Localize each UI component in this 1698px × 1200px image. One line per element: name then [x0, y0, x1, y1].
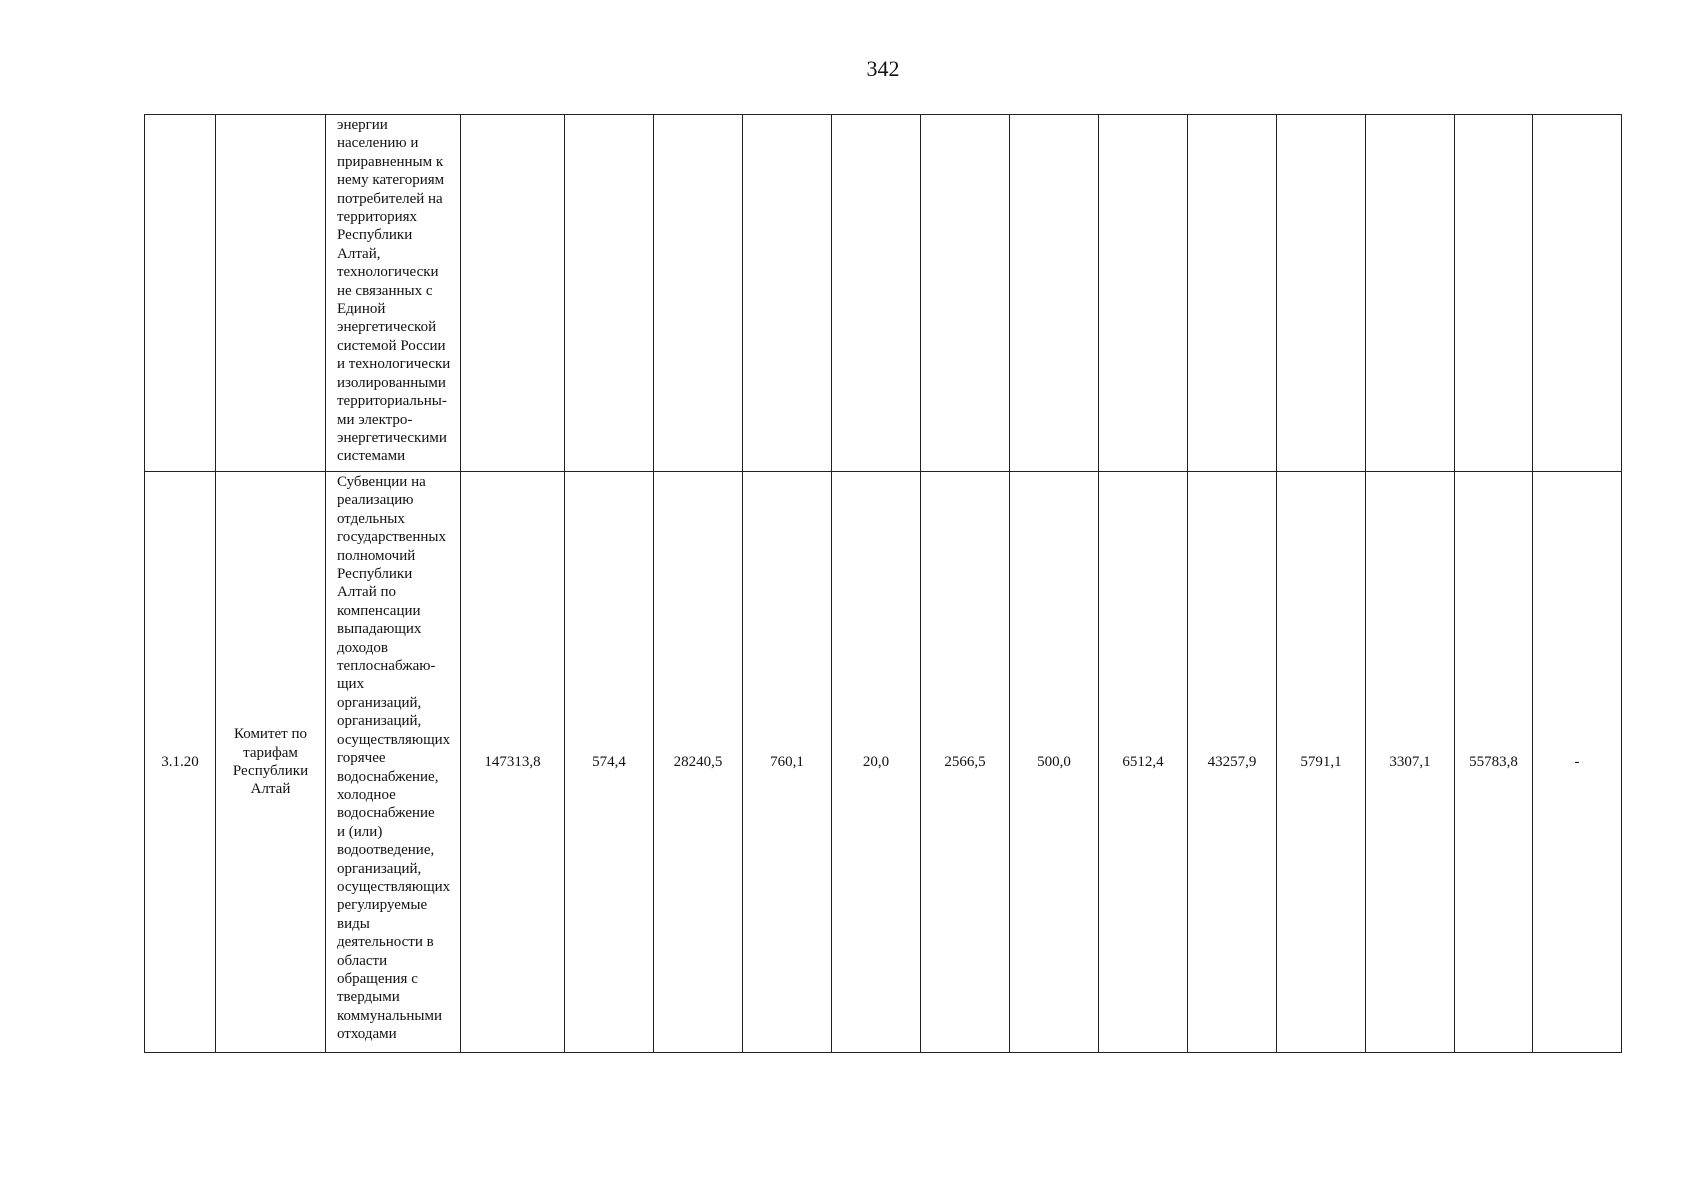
description-line: системой России	[337, 337, 446, 354]
description-line: государственных	[337, 529, 446, 546]
description-line: системами	[337, 448, 406, 465]
description-line: Республики	[337, 227, 413, 244]
description-line: потребителей на	[337, 190, 443, 207]
budget-table	[144, 114, 1622, 1053]
description-line: деятельности в	[337, 934, 434, 951]
description-line: виды	[337, 915, 370, 932]
description-line: компенсации	[337, 602, 421, 619]
value-cell: 5791,1	[1277, 472, 1366, 1053]
description-line: организаций,	[337, 860, 422, 877]
description-line: Субвенции на	[337, 474, 426, 490]
value-cell	[1010, 115, 1099, 472]
value-cell: 147313,8	[461, 472, 565, 1053]
description-line: осуществляющих	[337, 878, 451, 895]
description-line: Республики	[337, 566, 413, 583]
value-cell	[1099, 115, 1188, 472]
value-cell: 20,0	[832, 472, 921, 1053]
value-cell	[565, 115, 654, 472]
description-line: коммунальными	[337, 1007, 442, 1024]
description-line: энергетическими	[337, 429, 447, 446]
description-line: области	[337, 952, 388, 969]
value-cell	[1455, 115, 1533, 472]
description-line: энергии	[337, 117, 388, 133]
description-line: доходов	[337, 639, 388, 656]
value-cell: -	[1533, 472, 1622, 1053]
description-line: нему категориям	[337, 172, 445, 189]
description-line: Алтай,	[337, 245, 381, 262]
value-cell: 6512,4	[1099, 472, 1188, 1053]
value-cell	[921, 115, 1010, 472]
value-cell	[1277, 115, 1366, 472]
description-line: твердыми	[337, 989, 400, 1006]
description-line: и технологически	[337, 356, 451, 373]
description-line: отходами	[337, 1026, 397, 1043]
value-cell: 43257,9	[1188, 472, 1277, 1053]
description-line: водоснабжение,	[337, 768, 439, 785]
description-line: энергетической	[337, 319, 437, 336]
description-line: водоснабжение	[337, 805, 435, 822]
value-cell	[461, 115, 565, 472]
value-cell: 3307,1	[1366, 472, 1455, 1053]
value-cell	[1533, 115, 1622, 472]
value-cell	[654, 115, 743, 472]
table-row	[145, 472, 1622, 1053]
row-number-cell: 3.1.20	[145, 472, 216, 1053]
value-cell	[743, 115, 832, 472]
description-line: водоотведение,	[337, 842, 435, 859]
description-line: горячее	[337, 750, 386, 767]
value-cell: 55783,8	[1455, 472, 1533, 1053]
value-cell: 2566,5	[921, 472, 1010, 1053]
value-cell: 500,0	[1010, 472, 1099, 1053]
description-cell	[326, 115, 461, 472]
description-line: отдельных	[337, 510, 405, 527]
description-line: населению и	[337, 135, 419, 152]
description-line: организаций,	[337, 694, 422, 711]
description-line: осуществляющих	[337, 731, 451, 748]
description-line: организаций,	[337, 713, 422, 730]
description-line: обращения с	[337, 970, 418, 987]
description-line: территориальны-	[337, 393, 447, 410]
row-number-cell	[145, 115, 216, 472]
description-line: Алтай по	[337, 584, 397, 601]
description-line: холодное	[337, 786, 396, 803]
value-cell: 760,1	[743, 472, 832, 1053]
organization-cell: Комитет по тарифам Республики Алтай	[216, 472, 326, 1053]
description-line: технологически	[337, 264, 439, 281]
value-cell	[1366, 115, 1455, 472]
description-line: щих	[337, 676, 365, 693]
description-cell	[326, 472, 461, 1053]
description-line: выпадающих	[337, 621, 422, 638]
description-line: и (или)	[337, 823, 383, 840]
description-line: приравненным к	[337, 153, 444, 170]
value-cell: 574,4	[565, 472, 654, 1053]
value-cell	[1188, 115, 1277, 472]
organization-cell	[216, 115, 326, 472]
description-line: теплоснабжаю-	[337, 658, 436, 675]
description-line: реализацию	[337, 492, 414, 509]
description-line: не связанных с	[337, 282, 433, 299]
value-cell: 28240,5	[654, 472, 743, 1053]
description-line: изолированными	[337, 374, 446, 391]
table-row	[145, 115, 1622, 472]
description-line: ми электро-	[337, 411, 413, 428]
description-line: территориях	[337, 209, 418, 226]
description-line: Единой	[337, 301, 386, 318]
description-line: регулируемые	[337, 897, 428, 914]
value-cell	[832, 115, 921, 472]
page-number: 342	[866, 56, 900, 81]
description-line: полномочий	[337, 547, 416, 564]
